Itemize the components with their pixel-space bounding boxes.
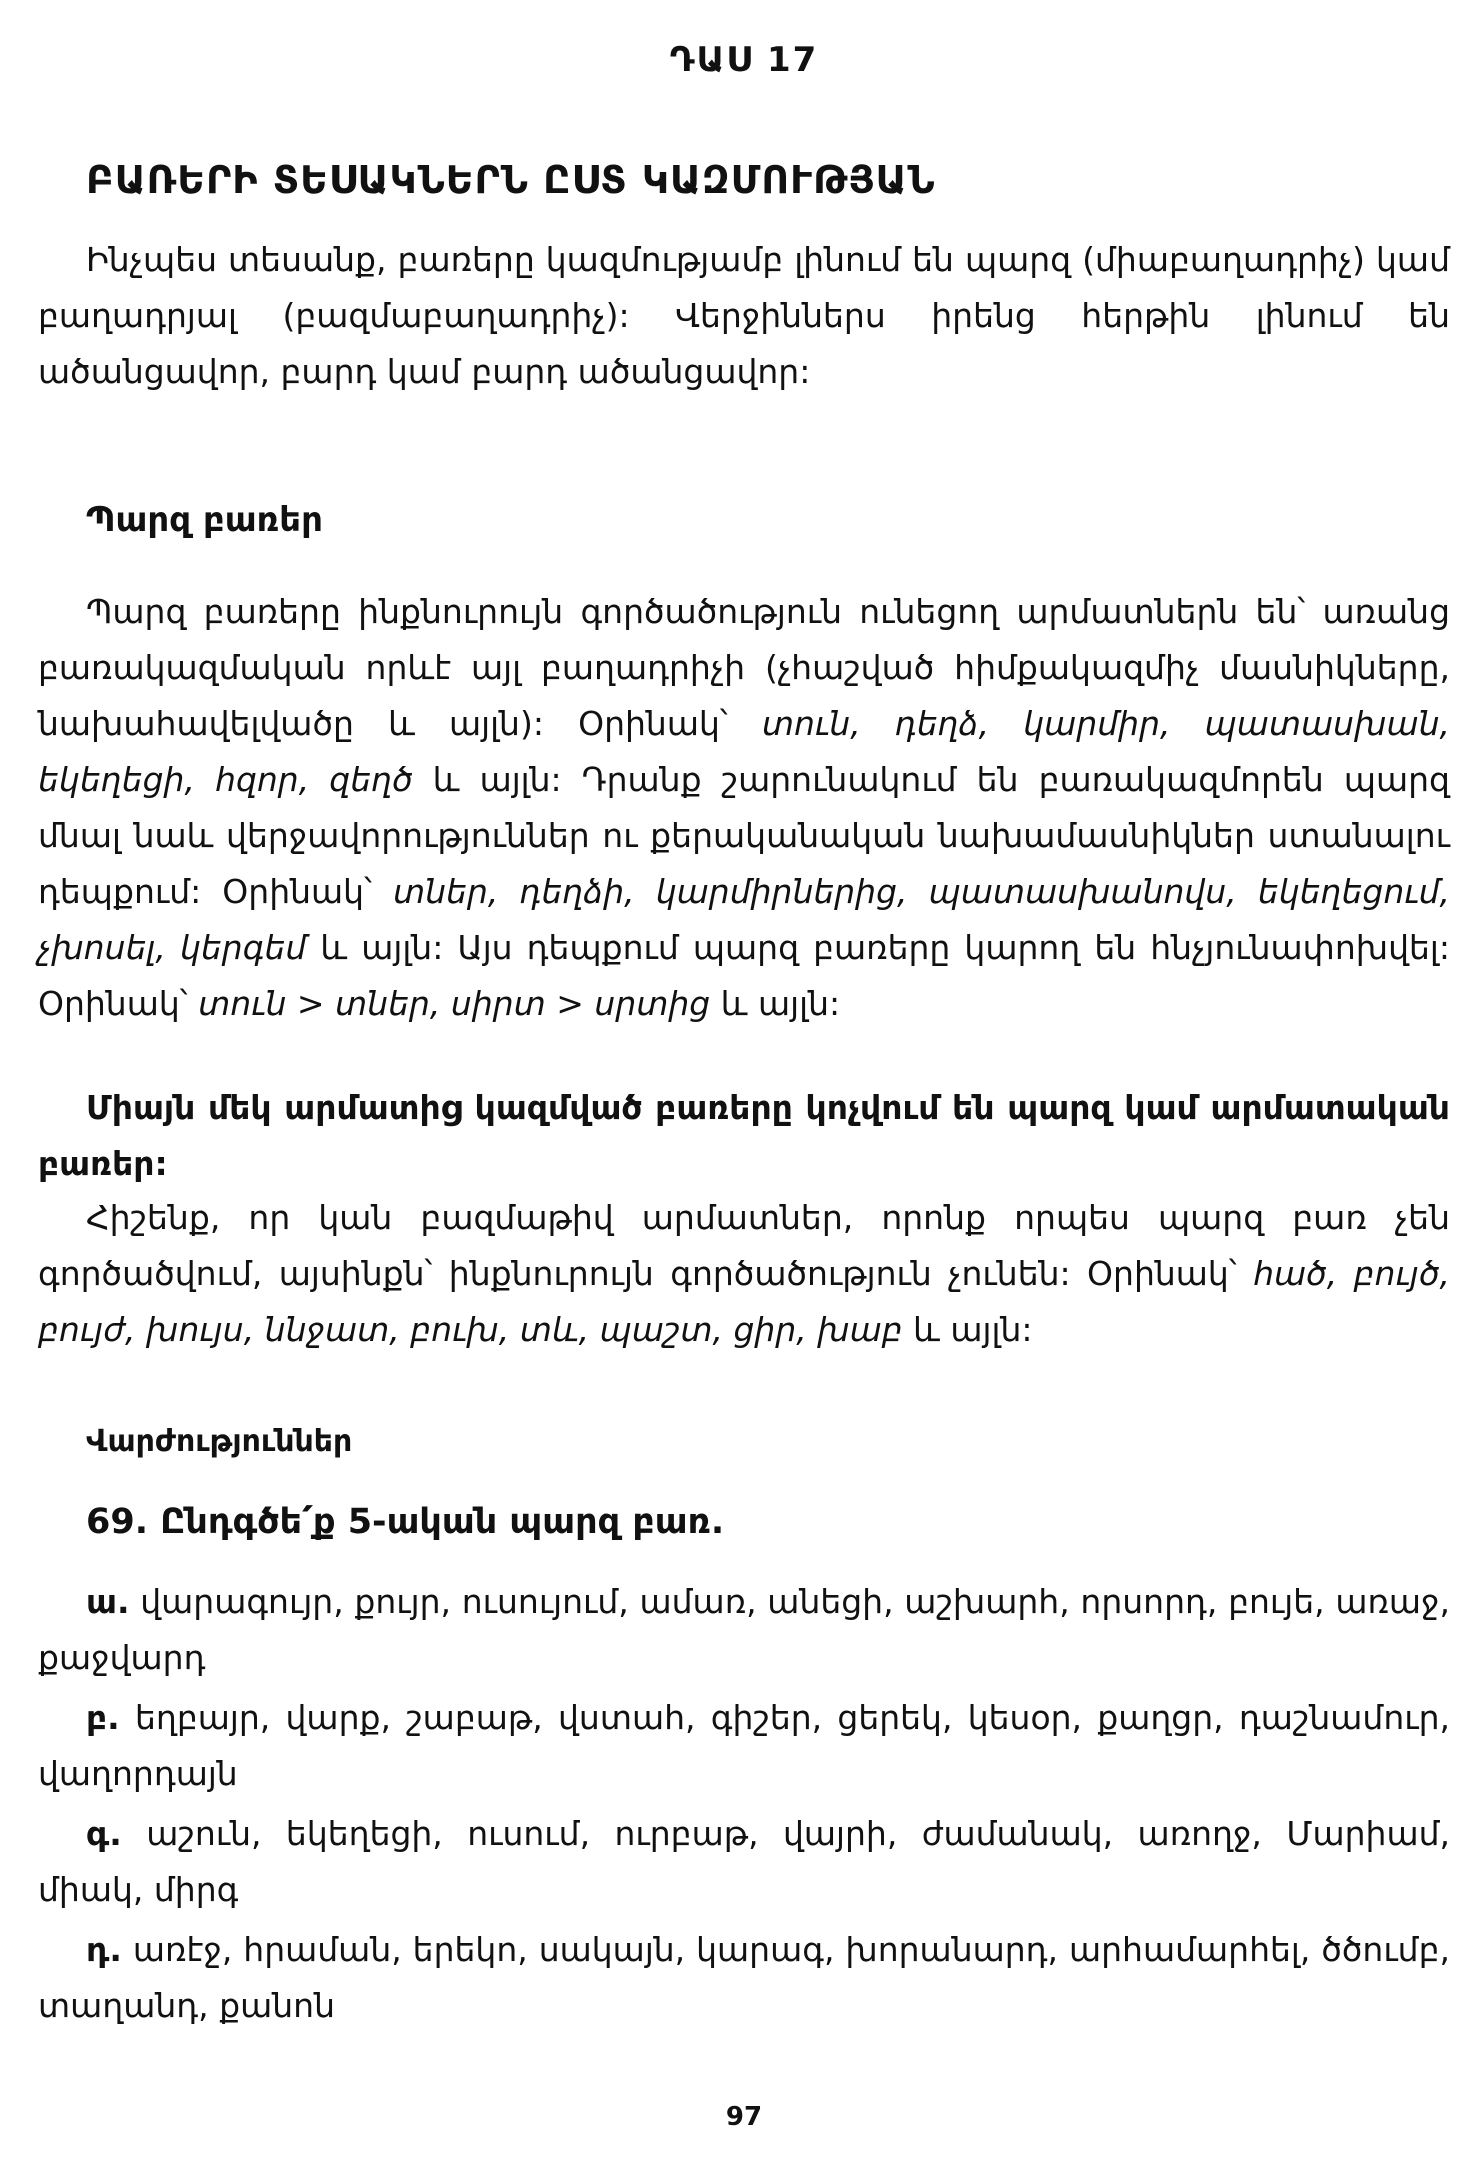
example-words: տներ, դեղձի, կարմիրներից, պատասխանովս, եկեղեցում, չխոսել, կերգեմ [38,872,1451,967]
paragraph-text: Հիշենք, որ կան բազմաթիվ արմատներ, որոնք որպես պարզ բառ չեն գործածվում, այսինքն՝ ինքնուրույն գործածություն չունեն: Օրինակ՝ [38,1198,1450,1293]
paragraph-text: Պարզ բառերը ինքնուրույն գործածություն ունեցող արմատներն են՝ առանց բառակազմական որևէ այլ բաղադրիչի (չհաշված հիմքակազմիչ մասնիկները, նախահավելվածը և այլն): Օրինակ՝ [38,592,1450,743]
paragraph-text: և այլն: [710,984,841,1023]
item-letter: ա. [86,1582,130,1621]
exercise-item [38,1574,1450,1686]
item-words: վարագույր, քույր, ուսույում, ամառ, անեցի, աշխարհ, որսորդ, բույե, առաջ, քաջվարդ [38,1582,1450,1677]
exercise-item [38,1922,1450,2034]
section-heading-simple-words: Պարզ բառեր [86,500,323,540]
exercise-title: 69. Ընդգծե՛ք 5-ական պարզ բառ. [86,1502,725,1542]
item-words: աշուն, եկեղեցի, ուսում, ուրբաթ, վայրի, ժամանակ, առողջ, Մարիամ, միակ, միրգ [38,1814,1450,1909]
page-number: 97 [725,2102,763,2132]
item-words: եղբայր, վարք, շաբաթ, վստահ, գիշեր, ցերեկ, կեսօր, քաղցր, դաշնամուր, վաղորդայն [38,1698,1450,1793]
section-heading-exercises: Վարժություններ [86,1424,353,1459]
page-title: ԲԱՌԵՐԻ ՏԵՍԱԿՆԵՐՆ ԸՍՏ ԿԱԶՄՈՒԹՅԱՆ [86,158,936,202]
simple-words-paragraph [38,584,1450,1032]
paragraph-text: և այլն: [902,1310,1033,1349]
item-letter: դ. [86,1930,122,1969]
item-letter: գ. [86,1814,122,1853]
example-words: տուն > տներ, սիրտ > սրտից [198,984,711,1023]
exercise-item [38,1806,1450,1918]
example-words: տուն, դեղձ, կարմիր, պատասխան, եկեղեցի, հզոր, զեղծ [38,704,1450,799]
paragraph-text: և այլն: Դրանք շարունակում են բառակազմորեն պարզ մնալ նաև վերջավորություններ ու քերականական նախամասնիկներ ստանալու դեպքում: Օրինակ՝ [38,760,1450,911]
lesson-number: ԴԱՍ 17 [669,40,819,80]
paragraph-text: և այլն: Այս դեպքում պարզ բառերը կարող են հնչյունափոխվել: Օրինակ՝ [38,928,1450,1023]
example-words: հած, բույծ, բույժ, խույս, ննջատ, բուխ, տև, պաշտ, ցիր, խաբ [38,1254,1450,1349]
textbook-page [38,0,1450,2181]
intro-paragraph: Ինչպես տեսանք, բառերը կազմությամբ լինում են պարզ (միաբաղադրիչ) կամ բաղադրյալ (բազմաբաղադրիչ): Վերջիններս իրենց հերթին լինում են ածանցավոր, բարդ կամ բարդ ածանցավոր: [38,240,1450,391]
exercise-item [38,1690,1450,1802]
item-words: առէջ, հրաման, երեկո, սակայն, կարագ, խորանարդ, արհամարհել, ծծումբ, տաղանդ, քանոն [38,1930,1450,2025]
rule-definition: Միայն մեկ արմատից կազմված բառերը կոչվում են պարզ կամ արմատական բառեր: [38,1088,1450,1183]
item-letter: բ. [86,1698,120,1737]
bound-roots-paragraph [38,1190,1450,1358]
